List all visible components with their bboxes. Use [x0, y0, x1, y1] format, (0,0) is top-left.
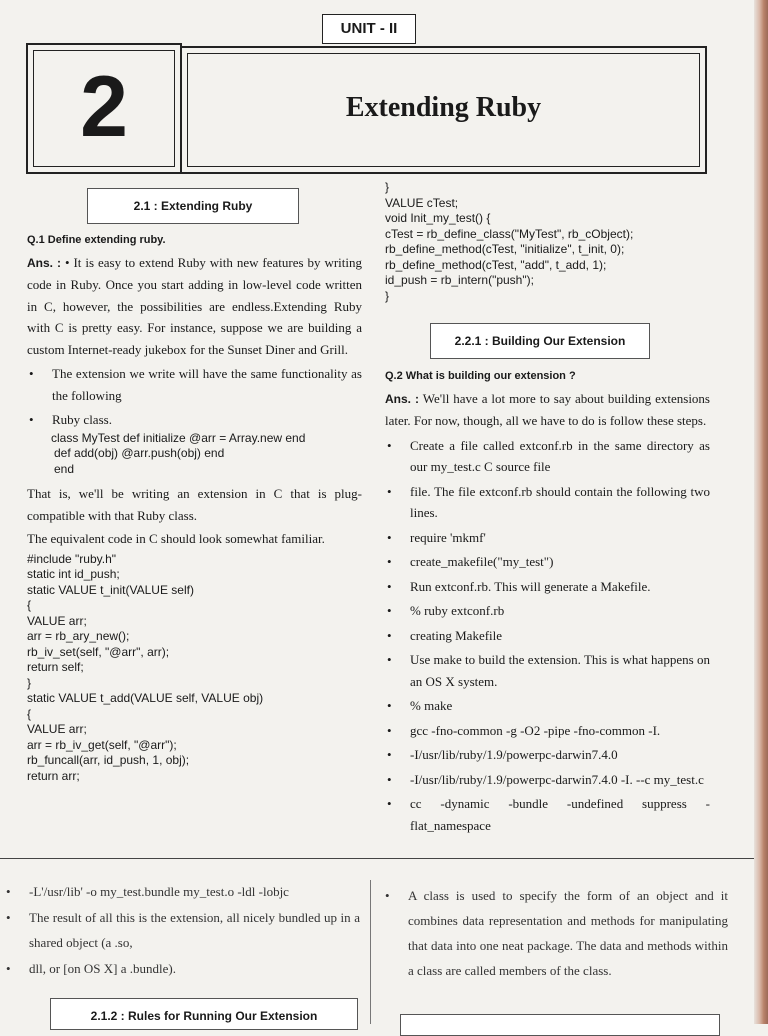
unit-label: UNIT - II — [322, 14, 416, 44]
list-item: • A class is used to specify the form of an object and it combines data representation and methods for manipulating that data into one neat package. The data and methods within a class are called members of the class. — [385, 888, 728, 978]
list-item: • Run extconf.rb. This will generate a Makefile. — [387, 578, 651, 594]
paragraph: The equivalent code in C should look somewhat familiar. — [27, 531, 325, 546]
answer-1 — [27, 252, 362, 361]
page-divider — [0, 858, 754, 859]
answer-2 — [385, 388, 710, 432]
c-code-block: #include "ruby.h" static int id_push; static VALUE t_init(VALUE self) { VALUE arr; arr = rb_ary_new(); rb_iv_set(self, "@arr", arr); return self; } static VALUE t_add(VALUE self, VALUE obj) { VALUE arr; arr = rb_iv_get(self, "@arr"); rb_funcall(arr, id_push, 1, obj); return arr; — [27, 551, 264, 783]
question-2: Q.2 What is building our extension ? — [385, 370, 576, 382]
answer-1-text: • It is easy to extend Ruby with new features by writing code in Ruby. Once you start adding in low-level code written in C, however, the possibilities are endless.Extending Ruby with C is pretty easy. For instance, suppose we are building a custom Internet-ready jukebox for the Sunset Diner and Grill. — [27, 254, 362, 357]
bottom-left-column — [4, 878, 360, 982]
chapter-title: Extending Ruby — [345, 92, 542, 123]
right-column — [385, 180, 710, 304]
page-edge-decoration — [754, 0, 768, 1024]
section-heading-2-1-2: 2.1.2 : Rules for Running Our Extension — [50, 998, 358, 1030]
column-divider — [370, 880, 371, 1024]
list-item: • create_makefile("my_test") — [387, 554, 554, 569]
list-item: • Ruby class. — [29, 412, 112, 427]
list-item: • -I/usr/lib/ruby/1.9/powerpc-darwin7.4.0 — [387, 747, 618, 762]
list-item: • -L'/usr/lib' -o my_test.bundle my_test.o -ldl -lobjc — [6, 884, 289, 899]
chapter-number-box — [26, 43, 182, 174]
answer-label: Ans. : — [27, 255, 62, 270]
answer-2-text: We'll have a lot more to say about building extensions later. For now, though, all we have to do is follow these steps. — [385, 390, 710, 428]
list-item: • gcc -fno-common -g -O2 -pipe -fno-common -I. — [387, 722, 661, 738]
list-item: • Create a file called extconf.rb in the same directory as our my_test.c C source file — [387, 437, 710, 474]
paragraph: That is, we'll be writing an extension in C that is plug-compatible with that Ruby class. — [27, 486, 362, 523]
list-item: • cc -dynamic -bundle -undefined suppress -flat_namespace — [387, 796, 710, 833]
chapter-number: 2 — [80, 59, 128, 155]
list-item: • dll, or [on OS X] a .bundle). — [6, 961, 176, 976]
right-column-body — [385, 366, 710, 839]
list-item: • file. The file extconf.rb should contain the following two lines. — [387, 483, 710, 520]
chapter-title-box — [180, 46, 707, 174]
section-heading-2-1: 2.1 : Extending Ruby — [87, 188, 299, 224]
answer-label: Ans. : — [385, 391, 420, 406]
list-item: • The extension we write will have the same functionality as the following — [29, 366, 362, 403]
list-item: • % ruby extconf.rb — [387, 603, 505, 618]
list-item: • Use make to build the extension. This is what happens on an OS X system. — [387, 652, 710, 689]
list-item: • require 'mkmf' — [387, 529, 486, 545]
c-code-block-continued: } VALUE cTest; void Init_my_test() { cTest = rb_define_class("MyTest", rb_cObject); rb_define_method(cTest, "initialize", t_init, 0); rb_define_method(cTest, "add", t_add, 1); id_push = rb_intern("push"); } — [385, 180, 634, 303]
left-column — [27, 230, 362, 784]
question-1: Q.1 Define extending ruby. — [27, 234, 166, 246]
bottom-right-column — [383, 882, 728, 984]
list-item: • % make — [387, 698, 453, 713]
ruby-code-block: class MyTest def initialize @arr = Array.new end def add(obj) @arr.push(obj) end end — [51, 430, 306, 476]
list-item: • creating Makefile — [387, 627, 503, 643]
section-heading-2-2-1: 2.2.1 : Building Our Extension — [430, 323, 650, 359]
section-heading-box — [400, 1014, 720, 1036]
list-item: • The result of all this is the extension, all nicely bundled up in a shared object (a .so, — [6, 910, 360, 950]
list-item: • -I/usr/lib/ruby/1.9/powerpc-darwin7.4.0 -I. --c my_test.c — [387, 771, 704, 787]
